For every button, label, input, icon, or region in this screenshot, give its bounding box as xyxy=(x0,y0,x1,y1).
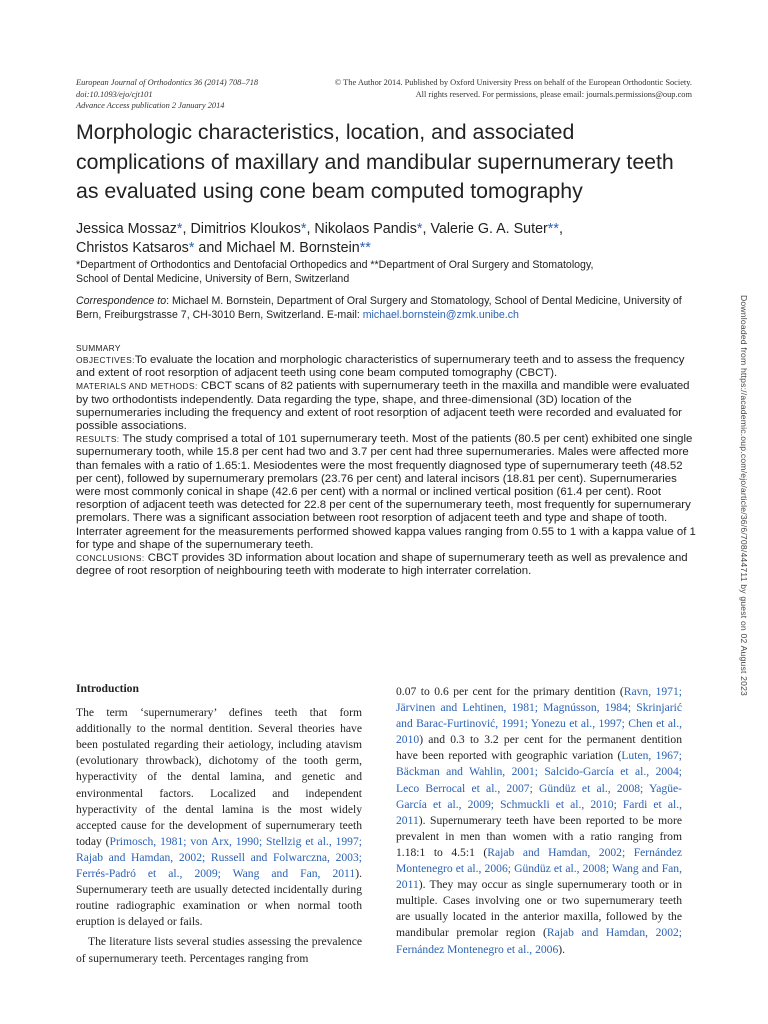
author-name: Dimitrios Kloukos xyxy=(190,221,301,237)
results-label: RESULTS: xyxy=(76,434,120,445)
affiliation-mark: ** xyxy=(547,221,559,237)
body-column-right xyxy=(396,684,682,958)
copyright-notice xyxy=(312,77,692,100)
body-text: ). Supernumerary teeth have been reported to be more prevalent in men than women with a ratio ranging from 1.18:1 to 4.5:1 ( xyxy=(396,813,682,859)
abstract xyxy=(76,342,696,578)
affiliation-line-2: School of Dental Medicine, University of Bern, Switzerland xyxy=(76,272,350,285)
journal-citation xyxy=(76,77,336,112)
objectives-label: OBJECTIVES: xyxy=(76,355,135,365)
author-line-1: Jessica Mossaz*, Dimitrios Kloukos*, Nikolaos Pandis*, Valerie G. A. Suter**, xyxy=(76,221,563,237)
correspondence xyxy=(76,295,701,322)
affiliation-mark: * xyxy=(416,221,423,237)
author-name: Michael M. Bornstein xyxy=(226,239,360,256)
download-stamp-text: Downloaded from https://academic.oup.com/ejo/article/36/6/708/444711 by guest on 02 August 2023 xyxy=(739,295,749,697)
body-text: ) and 0.3 to 3.2 per cent for the permanent dentition have been reported with geographic variation ( xyxy=(396,733,682,763)
body-text: The term ‘supernumerary’ defines teeth that form additionally to the normal dentition. Several theories have been postulated regarding their aetiology, including atavism (evolutionary throwback), dichotomy of the tooth germ, hyperactivity of the dental lamina, and genetic and environmental factors. Localized and independent hyperactivity of the dental lamina is the most widely accepted cause for the development of supernumerary teeth today ( xyxy=(76,706,362,848)
title-line-1: Morphologic characteristics, location, and associated xyxy=(76,120,575,144)
section-heading: Introduction xyxy=(76,682,139,695)
journal-line: European Journal of Orthodontics 36 (2014) 708–718 xyxy=(76,78,259,87)
author-name: Christos Katsaros xyxy=(76,239,189,256)
summary-heading: SUMMARY xyxy=(76,343,121,353)
author-name: Jessica Mossaz xyxy=(76,221,177,237)
results-text: The study comprised a total of 101 supernumerary teeth. Most of the patients (80.5 per cent) exhibited one single supernumerary tooth, while 15.8 per cent had two and 3.7 per cent had three supernumeraries. Males were affected more than females with a ratio of 1.65:1. Mesiodentes were the most frequently diagnosed type of supernumerary teeth (48.52 per cent), followed by supernumerary premolars (23.76 per cent) and lateral incisors (18.81 per cent). Supernumeraries were most commonly conical in shape (42.6 per cent) with a normal or inclined vertical position (61.4 per cent). Root resorption of adjacent teeth was detected for 22.8 per cent of the supernumerary teeth, most frequently for supernumerary premolars. There was a significant association between root resorption of adjacent teeth and type and shape of tooth. Interrater agreement for the measurements performed showed kappa values ranging from 0.55 to 1 with a kappa value of 1 for type and shape of the supernumerary teeth. xyxy=(76,433,696,551)
affiliation-mark: * xyxy=(188,239,195,256)
article-title xyxy=(76,118,696,207)
correspondence-label: Correspondence to xyxy=(76,295,167,307)
affiliation-mark: ** xyxy=(359,239,371,256)
author-name: Nikolaos Pandis xyxy=(314,221,417,237)
abstract-objectives xyxy=(76,354,696,380)
body-text: 0.07 to 0.6 per cent for the primary dentition ( xyxy=(396,685,624,698)
intro-paragraph-2: The literature lists several studies assessing the prevalence of supernumerary teeth. Percentages ranging from xyxy=(76,935,362,965)
author-name: Valerie G. A. Suter xyxy=(430,221,548,237)
email-link[interactable]: michael.bornstein@zmk.unibe.ch xyxy=(362,308,519,321)
abstract-conclusions xyxy=(76,552,696,578)
copyright-line: © The Author 2014. Published by Oxford University Press on behalf of the European Orthodontic Society. xyxy=(334,78,692,87)
body-column-left xyxy=(76,681,362,967)
affiliation-line-1: *Department of Orthodontics and Dentofacial Orthopedics and **Department of Oral Surgery and Stomatology, xyxy=(76,259,594,271)
title-line-3: as evaluated using cone beam computed tomography xyxy=(76,179,583,203)
citation-link[interactable]: Ravn, 1971; Järvinen and Lehtinen, 1981; Magnússon, 1984; Skrinjarić and Barac-Furtinović, 1991; Yonezu et al., 1997; Chen et al., 2010 xyxy=(396,685,682,747)
abstract-methods xyxy=(76,380,696,433)
citation-link[interactable]: Luten, 1967; Bäckman and Wahlin, 2001; Salcido-García et al., 2004; Leco Berrocal et al., 2007; Gündüz et al., 2008; Yagüe-García et al., 2009; Schmuckli et al., 2010; Fardi et al., 2011 xyxy=(396,749,682,827)
methods-label: MATERIALS AND METHODS: xyxy=(76,381,198,392)
conclusions-label: CONCLUSIONS: xyxy=(76,553,145,564)
citation-link[interactable]: Rajab and Hamdan, 2002; Fernández Montenegro et al., 2006; Gündüz et al., 2008; Wang and Fan, 2011 xyxy=(396,845,682,892)
methods-text: CBCT scans of 82 patients with supernumerary teeth in the maxilla and mandible were evaluated by two orthodontists independently. Data regarding the type, shape, and three-dimensional (3D) location of the supernumeraries including the frequency and extent of root resorption of adjacent teeth were recorded and evaluated for possible associations. xyxy=(76,380,690,433)
abstract-results xyxy=(76,433,696,552)
correspondence-text: : Michael M. Bornstein, Department of Oral Surgery and Stomatology, School of Dental Medicine, University of Bern, Freiburgstrasse 7, CH-3010 Bern, Switzerland. E-mail: xyxy=(76,295,682,321)
citation-link[interactable]: Rajab and Hamdan, 2002; Fernández Montenegro et al., 2006 xyxy=(396,926,683,956)
download-stamp xyxy=(737,295,749,755)
body-text: ). Supernumerary teeth are usually detected incidentally during routine radiographic examination or when normal tooth eruption is delayed or fails. xyxy=(76,867,362,929)
body-text: ). They may occur as single supernumerary tooth or in multiple. Cases involving one or two supernumerary teeth are usually located in the anterior maxilla, followed by the mandibular premolar region ( xyxy=(396,878,682,940)
author-line-2: Christos Katsaros* and Michael M. Bornstein** xyxy=(76,239,371,256)
title-line-2: complications of maxillary and mandibular supernumerary teeth xyxy=(76,149,674,174)
access-date: Advance Access publication 2 January 2014 xyxy=(76,101,225,110)
doi: doi:10.1093/ejo/cjt101 xyxy=(76,89,153,99)
intro-paragraph-continued xyxy=(396,684,682,958)
affiliation-mark: * xyxy=(300,221,307,237)
rights-line: All rights reserved. For permissions, please email: journals.permissions@oup.com xyxy=(415,89,692,99)
affiliation-mark: * xyxy=(176,221,183,237)
body-text: ). xyxy=(558,942,566,956)
conclusions-text: CBCT provides 3D information about location and shape of supernumerary teeth as well as prevalence and degree of root resorption of neighbouring teeth with moderate to high interrater correlation. xyxy=(76,552,688,578)
objectives-text: To evaluate the location and morphologic characteristics of supernumerary teeth and to assess the frequency and extent of root resorption of adjacent teeth using cone beam computed tomography (CBCT). xyxy=(76,354,685,380)
citation-link[interactable]: Primosch, 1981; von Arx, 1990; Stellzig et al., 1997; Rajab and Hamdan, 2002; Russell and Folwarczna, 2003; Ferrés-Padró et al., 2009; Wang and Fan, 2011 xyxy=(76,834,362,881)
author-list xyxy=(76,220,696,257)
affiliations xyxy=(76,259,696,286)
intro-paragraph-1 xyxy=(76,705,362,930)
